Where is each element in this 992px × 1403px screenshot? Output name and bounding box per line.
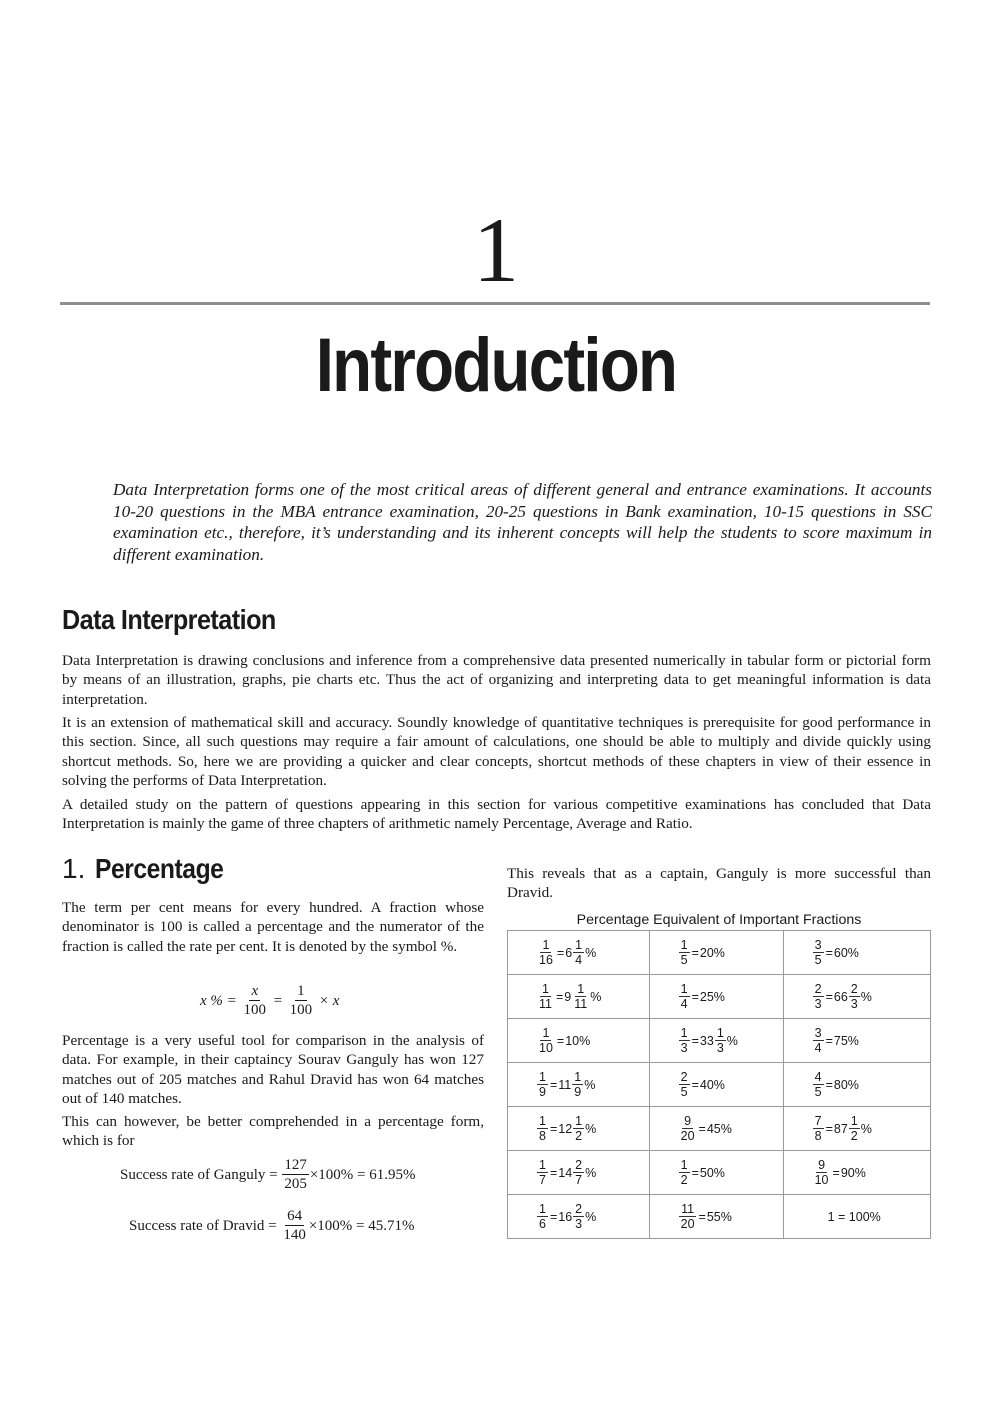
mixed-percent (558, 1070, 595, 1100)
fraction-numerator: 1 (539, 1113, 546, 1128)
cell-whole: 1 = 100% (827, 1209, 881, 1224)
fraction-numerator: 11 (681, 1201, 695, 1216)
fraction-denominator: 10 (539, 1040, 553, 1055)
percent-sign: % (726, 1033, 738, 1048)
mixed-percent (558, 1158, 596, 1188)
equals-sign: = (549, 1077, 558, 1092)
fraction-numerator: 1 (539, 1157, 546, 1172)
equals-sign: = (698, 1121, 706, 1136)
fraction-numerator: 1 (680, 1025, 688, 1040)
fraction-numerator: 4 (814, 1069, 822, 1084)
fraction-denominator: 7 (575, 1172, 583, 1187)
formula-f2-num: 1 (297, 983, 305, 999)
fraction-denominator: 6 (539, 1216, 546, 1231)
fraction-denominator: 5 (680, 952, 688, 967)
ganguly-den: 205 (284, 1176, 307, 1192)
section-paragraph-2: It is an extension of mathematical skill and accuracy. Soundly knowledge of quantitative techniques is prerequisite for good performance in this section. Since, all such questions may require a fair amount of calculations, one should be able to multiply and divide quickly using shortcut methods. So, here we are providing a quicker and clear concepts, shortcut methods of these chapters in view of their essence in solving the performs of Data Interpretation. (62, 714, 931, 789)
percent-sign: % (585, 1209, 597, 1224)
fraction-denominator: 20 (680, 1216, 695, 1231)
ganguly-formula (120, 1157, 416, 1194)
equals-sign: = (549, 1121, 558, 1136)
fraction-denominator: 8 (539, 1128, 546, 1143)
fraction-denominator: 3 (850, 996, 858, 1011)
percent-value: 20% (699, 945, 725, 960)
mixed-fraction (849, 982, 860, 1012)
table-cell (783, 931, 930, 975)
table-cell (508, 1019, 650, 1063)
mixed-whole: 9 (564, 989, 572, 1004)
mixed-percent (834, 982, 872, 1012)
formula-rhs: × x (318, 992, 340, 1009)
fraction-denominator: 4 (575, 952, 583, 967)
fraction-numerator: 1 (680, 981, 688, 996)
mixed-whole: 66 (833, 989, 848, 1004)
equals-sign: = (691, 1165, 699, 1180)
table-cell (508, 1063, 650, 1107)
cell-fraction (537, 938, 555, 968)
fraction-numerator: 1 (539, 1201, 546, 1216)
fractions-table (507, 930, 931, 1239)
table-cell (649, 1019, 783, 1063)
subsection-heading (62, 851, 241, 887)
cell-fraction (537, 1202, 548, 1232)
fraction-numerator: 1 (850, 1113, 858, 1128)
formula-f1-num: x (251, 983, 259, 999)
fraction-denominator: 2 (575, 1128, 583, 1143)
mixed-percent (834, 1114, 872, 1144)
cell-fraction (813, 1070, 824, 1100)
section-paragraph-1: Data Interpretation is drawing conclusions and inference from a comprehensive data presented numerically in tabular form or pictorial form by means of an illustration, graphs, pie charts etc. Thus the act of organizing and interpreting data to get meaningful information is data interpretation. (62, 652, 931, 708)
table-row (508, 975, 931, 1019)
table-cell (649, 931, 783, 975)
cell-fraction (537, 1158, 548, 1188)
percent-sign: % (860, 1121, 872, 1136)
table-cell (649, 1195, 783, 1239)
mixed-fraction (849, 1114, 860, 1144)
fraction-denominator: 16 (539, 952, 553, 967)
equals-sign: = (825, 1077, 833, 1092)
fraction-denominator: 9 (539, 1084, 546, 1099)
percent-sign: % (585, 1121, 597, 1136)
fraction-numerator: 2 (814, 981, 822, 996)
mixed-fraction (573, 1202, 584, 1232)
ganguly-num: 127 (284, 1157, 307, 1173)
table-row (508, 1019, 931, 1063)
fraction-numerator: 7 (814, 1113, 822, 1128)
cell-fraction (813, 1026, 824, 1056)
fraction-numerator: 1 (680, 1157, 688, 1172)
fraction-denominator: 20 (680, 1128, 695, 1143)
cell-fraction (679, 938, 690, 968)
dravid-num: 64 (287, 1208, 303, 1224)
cell-fraction (813, 1158, 831, 1188)
mixed-whole: 14 (558, 1165, 573, 1180)
mixed-fraction (715, 1026, 726, 1056)
table-row (508, 1107, 931, 1151)
fraction-denominator: 2 (850, 1128, 858, 1143)
fraction-denominator: 4 (680, 996, 688, 1011)
equals-sign: = (691, 1077, 699, 1092)
cell-fraction (537, 982, 554, 1012)
fraction-denominator: 3 (680, 1040, 688, 1055)
cell-fraction (679, 982, 690, 1012)
table-cell (508, 1195, 650, 1239)
percent-value: 90% (840, 1165, 866, 1180)
fraction-numerator: 3 (814, 937, 822, 952)
mixed-percent (700, 1026, 738, 1056)
fraction-denominator: 7 (539, 1172, 546, 1187)
comparison-conclusion: This reveals that as a captain, Ganguly is more successful than Dravid. (507, 865, 931, 902)
percentage-paragraph-2: Percentage is a very useful tool for comparison in the analysis of data. For example, in their captaincy Sourav Ganguly has won 127 matches out of 205 matches and Rahul Dravid has won 64 matches out of 140 matches. (62, 1032, 484, 1107)
table-cell (783, 975, 930, 1019)
fraction-denominator: 5 (680, 1084, 688, 1099)
cell-fraction (679, 1158, 690, 1188)
table-cell (508, 975, 650, 1019)
table-cell (649, 975, 783, 1019)
table-cell (649, 1107, 783, 1151)
equals-sign: = (555, 989, 564, 1004)
subsection-title: Percentage (95, 853, 224, 884)
equals-sign: = (825, 989, 833, 1004)
table-cell (649, 1151, 783, 1195)
percent-value: 45% (706, 1121, 732, 1136)
fraction-numerator: 2 (680, 1069, 688, 1084)
mixed-whole: 87 (833, 1121, 848, 1136)
mixed-whole: 33 (699, 1033, 714, 1048)
fraction-numerator: 1 (574, 1069, 582, 1084)
percent-value: 60% (833, 945, 859, 960)
fraction-numerator: 1 (542, 981, 549, 996)
fraction-numerator: 2 (575, 1201, 583, 1216)
percent-value: 75% (833, 1033, 859, 1048)
table-cell (508, 1151, 650, 1195)
formula-f2-den: 100 (289, 1002, 313, 1018)
equals-sign: = (691, 989, 699, 1004)
percent-value: 80% (833, 1077, 859, 1092)
percent-sign: % (585, 1165, 597, 1180)
equals-sign: = (698, 1209, 706, 1224)
mixed-whole: 6 (565, 945, 573, 960)
fraction-denominator: 9 (574, 1084, 582, 1099)
mixed-fraction (572, 982, 589, 1012)
cell-fraction (679, 1070, 690, 1100)
fraction-denominator: 8 (814, 1128, 822, 1143)
mixed-fraction (573, 1114, 584, 1144)
dravid-result: ×100% = 45.71% (308, 1217, 415, 1234)
mixed-percent (558, 1114, 596, 1144)
table-row (508, 1195, 931, 1239)
cell-fraction (537, 1026, 555, 1056)
fraction-numerator: 2 (575, 1157, 583, 1172)
fraction-numerator: 1 (542, 1025, 550, 1040)
percent-sign: % (860, 989, 872, 1004)
fraction-denominator: 5 (814, 952, 822, 967)
mixed-whole: 11 (558, 1077, 572, 1092)
fraction-denominator: 3 (575, 1216, 583, 1231)
percent-sign: % (590, 989, 602, 1004)
mixed-fraction (573, 938, 584, 968)
equals-sign: = (549, 1209, 558, 1224)
percent-value: 10% (565, 1033, 591, 1048)
subsection-number: 1. (62, 853, 86, 884)
chapter-number: 1 (473, 199, 519, 301)
fraction-numerator: 1 (542, 937, 550, 952)
table-cell (783, 1063, 930, 1107)
table-cell (783, 1107, 930, 1151)
mixed-fraction (573, 1158, 584, 1188)
fraction-denominator: 2 (680, 1172, 688, 1187)
table-caption: Percentage Equivalent of Important Fractions (576, 912, 862, 928)
equals-sign: = (825, 1121, 833, 1136)
percent-value: 50% (699, 1165, 725, 1180)
cell-fraction (813, 938, 824, 968)
table-row (508, 1151, 931, 1195)
chapter-divider (60, 302, 930, 305)
formula-eq: = (272, 992, 283, 1009)
fraction-denominator: 4 (814, 1040, 822, 1055)
cell-fraction (813, 1114, 824, 1144)
percent-sign: % (585, 945, 597, 960)
table-row (508, 1063, 931, 1107)
dravid-den: 140 (283, 1227, 306, 1243)
fraction-denominator: 11 (574, 996, 588, 1011)
mixed-fraction (572, 1070, 583, 1100)
equals-sign: = (825, 1033, 833, 1048)
chapter-title: Introduction (315, 323, 677, 408)
table-cell (508, 931, 650, 975)
formula-lhs: x % = (200, 992, 237, 1009)
cell-fraction (679, 1202, 697, 1232)
fraction-numerator: 1 (680, 937, 688, 952)
dravid-label: Success rate of Dravid = (129, 1217, 277, 1234)
ganguly-result: ×100% = 61.95% (309, 1166, 416, 1183)
percentage-paragraph-3: This can however, be better comprehended in a percentage form, which is for (62, 1113, 484, 1150)
percentage-definition: The term per cent means for every hundred. A fraction whose denominator is 100 is called a percentage and the numerator of the fraction is called the rate per cent. It is denoted by the symbol %. (62, 899, 484, 955)
percent-sign: % (584, 1077, 596, 1092)
equals-sign: = (549, 1165, 558, 1180)
table-cell (783, 1151, 930, 1195)
fraction-numerator: 1 (539, 1069, 546, 1084)
table-cell (783, 1019, 930, 1063)
cell-fraction (537, 1070, 548, 1100)
fraction-denominator: 3 (814, 996, 822, 1011)
percent-value: 55% (706, 1209, 732, 1224)
mixed-percent (558, 1202, 596, 1232)
equals-sign: = (825, 945, 833, 960)
table-cell (783, 1195, 930, 1239)
cell-fraction (537, 1114, 548, 1144)
cell-fraction (679, 1114, 697, 1144)
dravid-formula (129, 1208, 415, 1245)
fraction-numerator: 1 (575, 1113, 583, 1128)
fraction-numerator: 1 (716, 1025, 724, 1040)
table-row (508, 931, 931, 975)
fraction-numerator: 1 (577, 981, 585, 996)
fraction-denominator: 5 (814, 1084, 822, 1099)
table-cell (508, 1107, 650, 1151)
table-cell (649, 1063, 783, 1107)
equals-sign: = (832, 1165, 840, 1180)
section-heading: Data Interpretation (62, 604, 276, 635)
fraction-numerator: 9 (684, 1113, 692, 1128)
fraction-numerator: 1 (575, 937, 583, 952)
cell-fraction (813, 982, 824, 1012)
equals-sign: = (556, 1033, 565, 1048)
equals-sign: = (691, 945, 699, 960)
percent-value: 40% (699, 1077, 725, 1092)
percentage-formula (200, 983, 339, 1020)
percent-value: 25% (699, 989, 725, 1004)
fraction-denominator: 10 (814, 1172, 829, 1187)
mixed-whole: 16 (558, 1209, 573, 1224)
fraction-numerator: 2 (850, 981, 858, 996)
cell-fraction (679, 1026, 690, 1056)
mixed-percent (565, 938, 596, 968)
equals-sign: = (691, 1033, 699, 1048)
equals-sign: = (556, 945, 565, 960)
intro-paragraph: Data Interpretation forms one of the most critical areas of different general and entrance examinations. It accounts 10-20 questions in the MBA entrance examination, 20-25 questions in Bank examination, 10-15 questions in SSC examination etc., therefore, it’s understanding and its inherent concepts will help the students to score maximum in different examination. (113, 480, 932, 564)
fraction-numerator: 3 (814, 1025, 822, 1040)
formula-f1-den: 100 (243, 1002, 267, 1018)
fraction-denominator: 3 (716, 1040, 724, 1055)
section-paragraph-3: A detailed study on the pattern of questions appearing in this section for various competitive examinations has concluded that Data Interpretation is mainly the game of three chapters of arithmetic namely Percentage, Average and Ratio. (62, 796, 931, 833)
fraction-denominator: 11 (539, 996, 552, 1011)
fraction-numerator: 9 (818, 1157, 826, 1172)
mixed-whole: 12 (558, 1121, 573, 1136)
ganguly-label: Success rate of Ganguly = (120, 1166, 278, 1183)
mixed-percent (564, 982, 601, 1012)
